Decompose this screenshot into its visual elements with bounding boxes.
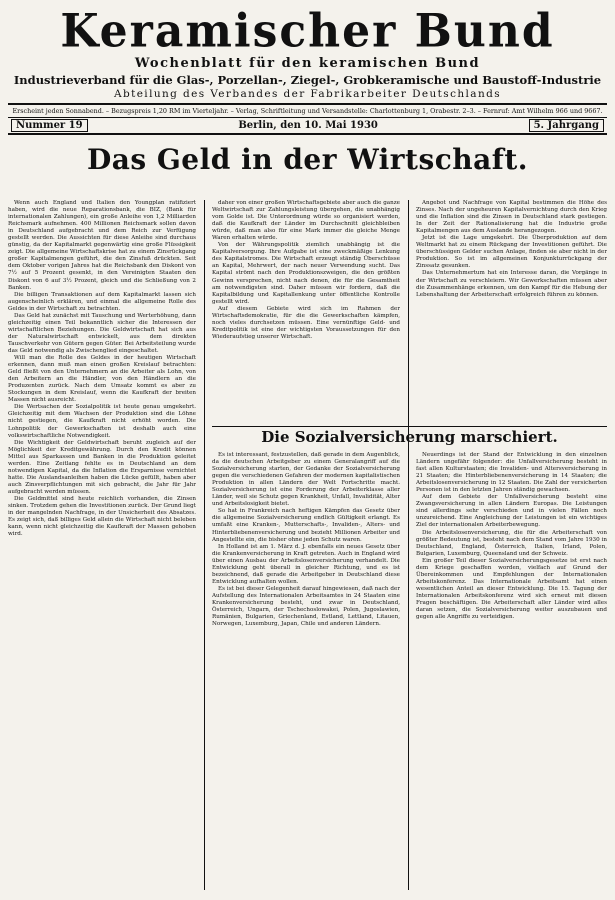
article2-column-1: [212, 452, 400, 890]
paragraph: Auf dem Gebiete der Unfallversicherung besteht eine Zwangsversicherung in allen Ländern Europas. Die Leistungen sind allerdings sehr verschieden und in vielen Fällen noch unzureichend. Eine Angleichung der Leistungen ist ein wichtiges Ziel der internationalen Arbeiterbewegung.: [416, 494, 607, 529]
section-line: Abteilung des Verbandes der Fabrikarbeiter Deutschlands: [113, 88, 502, 100]
publication-info: Erscheint jeden Sonnabend. – Bezugspreis 1,20 RM im Vierteljahr. – Verlag, Schriftleitung und Versandstelle: Charlottenburg 1, Orabestr. 2–3. – Fernruf: Amt Wilhelm 966 und 9667.: [8, 103, 607, 115]
section-divider: [212, 426, 607, 427]
newspaper-subtitle: Wochenblatt für den keramischen Bund: [134, 56, 481, 71]
newspaper-title: Keramischer Bund: [60, 4, 555, 59]
issue-number: Nummer 19: [11, 119, 88, 132]
paragraph: Will man die Rolle des Geldes in der heutigen Wirtschaft erkennen, dann muß man einen großen Kreislauf betrachten: Geld fließt von den Unternehmern an die Arbeiter als Lohn, von den Arbeitern an die Händler, von den Händlern an die Produzenten zurück. Nach dem Umsatz kommt es aber zu Stockungen in dem Kreislauf, wenn die Kaufkraft der breiten Massen nicht ausreicht.: [8, 355, 196, 404]
paragraph: Ein großer Teil dieser Sozialversicherungsgesetze ist erst nach dem Kriege geschaffen worden, vielfach auf Grund der Übereinkommen und Empfehlungen der Internationalen Arbeitskonferenz. Das Internationale Arbeitsamt hat einen wesentlichen Anteil an dieser Entwicklung. Die 15. Tagung der Internationalen Arbeitskonferenz wird sich erneut mit diesen Fragen beschäftigen. Die Arbeiterschaft aller Länder wird alles daran setzen, die Sozialversicherung weiter auszubauen und gegen alle Angriffe zu verteidigen.: [416, 557, 607, 621]
column-divider: [204, 200, 205, 890]
paragraph: Die billigen Transaktionen auf dem Kapitalmarkt lassen sich augenscheinlich erklären, und einmal die allgemeine Rolle des Geldes in der Wirtschaft zu betrachten.: [8, 291, 196, 312]
paragraph: Neuerdings ist der Stand der Entwicklung in den einzelnen Ländern ungefähr folgender: die Unfallversicherung besteht in fast allen Kulturstaaten; die Invaliden- und Altersversicherung in 21 Staaten; die Hinterbliebenenversicherung in 14 Staaten; die Arbeitslosenversicherung in 12 Staaten. Die Zahl der versicherten Personen ist in den letzten Jahren ständig gewachsen.: [416, 452, 607, 494]
paragraph: Es ist bei dieser Gelegenheit darauf hingewiesen, daß nach der Aufstellung des Internationalen Arbeitsamtes in 24 Staaten eine Krankenversicherung besteht, und zwar in Deutschland, Österreich, Ungarn, der Tschechoslowakei, Polen, Jugoslawien, Rumänien, Bulgarien, Griechenland, Estland, Lettland, Litauen, Norwegen, Luxemburg, Japan, Chile und anderen Ländern.: [212, 585, 400, 628]
paragraph: Das Unternehmertum hat ein Interesse daran, die Vorgänge in der Wirtschaft zu verschleiern. Wir Gewerkschaften müssen aber die Zusammenhänge erkennen, um den Kampf für die Hebung der Lebenshaltung der Arbeiterschaft erfolgreich führen zu können.: [416, 270, 607, 298]
article2-column-2: [416, 452, 607, 890]
article-column-1: [8, 200, 196, 890]
column-divider: [408, 200, 409, 890]
second-headline: Die Sozialversicherung marschiert.: [261, 428, 558, 446]
newspaper-page: [8, 6, 607, 894]
paragraph: Die Wichtigkeit der Geldwirtschaft beruht zugleich auf der Möglichkeit der Kreditgewährung. Durch den Kredit können Mittel aus Sparkassen und Banken in die Produktion geleitet werden. Eine Zeitlang fehlte es in Deutschland an dem notwendigen Kapital, da die Inflation die Ersparnisse vernichtet hatte. Die Auslandsanleihen haben die Lücke gefüllt, haben aber auch Zinsverpflichtungen mit sich gebracht, die Jahr für Jahr aufgebracht werden müssen.: [8, 439, 196, 495]
paragraph: In Holland ist am 1. März d. J. ebenfalls ein neues Gesetz über die Krankenversicherung in Kraft getreten. Auch in England wird über einen Ausbau der Arbeitslosenversicherung verhandelt. Die Entwicklung geht überall in gleicher Richtung, und es ist bezeichnend, daß gerade die Arbeitgeber in Deutschland diese Entwicklung aufhalten wollen.: [212, 543, 400, 585]
article-column-3: [416, 200, 607, 425]
paragraph: Auf diesem Gebiete wird sich im Rahmen der Wirtschaftsdemokratie, für die die Gewerkschaften kämpfen, noch vieles durchsetzen müssen. Eine vernünftige Geld- und Kreditpolitik ist eine der wichtigsten Voraussetzungen für den Wiederaufstieg unserer Wirtschaft.: [212, 305, 400, 340]
paragraph: Die Wertsachen der Sozialpolitik ist heute genau umgekehrt. Gleichzeitig mit dem Wachsen der Produktion sind die Löhne nicht gestiegen, die Kaufkraft nicht erhöht worden. Die Lohnpolitik der Gewerkschaften ist deshalb auch eine volkswirtschaftliche Notwendigkeit.: [8, 404, 196, 439]
industry-line: Industrieverband für die Glas-, Porzellan-, Ziegel-, Grobkeramische und Baustoff-Industrie: [13, 73, 602, 87]
issue-bar: [8, 117, 607, 135]
paragraph: Die Geldmittel sind heute reichlich vorhanden, die Zinsen sinken. Trotzdem gehen die Investitionen zurück. Der Grund liegt in der mangelnden Nachfrage, in der Unsicherheit des Absatzes. Es zeigt sich, daß billiges Geld allein die Wirtschaft nicht beleben kann, wenn nicht gleichzeitig die Kaufkraft der Massen gehoben wird.: [8, 495, 196, 538]
paragraph: Von der Währungspolitik ziemlich unabhängig ist die Kapitalversorgung. Ihre Aufgabe ist eine zweckmäßige Lenkung des Kapitalstromes. Die Wirtschaft erzeugt ständig Überschüsse an Kapital, Mehrwert, der nach neuer Verwendung sucht. Das Kapital strömt nach den Produktionszweigen, die den größten Gewinn versprechen, nicht nach denen, die für die Gesamtheit am notwendigsten sind. Daher müssen wir fordern, daß die Kapitalbildung und Kapitallenkung unter öffentliche Kontrolle gestellt wird.: [212, 242, 400, 305]
issue-volume: 5. Jahrgang: [529, 119, 604, 132]
paragraph: Wenn auch England und Italien den Youngplan ratifiziert haben, wird die neue Reparationsbank, die BIZ, (Bank für internationalen Zahlungen), ein große Anleihe von 1,2 Milliarden Reichsmark aufnehmen. 400 Millionen Reichsmark sollen davon in Deutschland aufgebracht und dem Reich zur Verfügung gestellt werden. Die Aussichten für diese Anleihe sind durchaus günstig, da der Kapitalmarkt gegenwärtig eine große Flüssigkeit zeigt. Die allgemeine Wirtschaftskrise hat zu einem Zinsrückgang großer Kapitalmengen geführt, die den Zinsfuß drückten. Seit dem Oktober vorigen Jahres hat die Reichsbank den Diskont von 7½ auf 5 Prozent gesenkt, in den Vereinigten Staaten den Diskont von 6 auf 3½ Prozent, gleich und die Schließung von 2 Banken.: [8, 200, 196, 291]
paragraph: Es ist interessant, festzustellen, daß gerade in dem Augenblick, da die deutschen Arbeitgeber zu einem Generalangriff auf die Sozialversicherung starten, der Gedanke der Sozialversicherung gegen die verschiedenen Gefahren der modernen kapitalistischen Produktion in allen Ländern der Welt Fortschritte macht. Sozialversicherung ist eine Forderung der Arbeiterklasse aller Länder, weil sie Schutz gegen Krankheit, Unfall, Invalidität, Alter und Arbeitslosigkeit bietet.: [212, 452, 400, 508]
masthead: [8, 6, 607, 115]
paragraph: So hat in Frankreich nach heftigen Kämpfen das Gesetz über die allgemeine Sozialversicherung endlich Gültigkeit erlangt. Es umfaßt eine Kranken-, Mutterschafts-, Invaliden-, Alters- und Hinterbliebenenversicherung und bezieht Millionen Arbeiter und Angestellte ein, die bisher ohne jeden Schutz waren.: [212, 508, 400, 543]
paragraph: Jetzt ist die Lage umgekehrt. Die Überproduktion auf dem Weltmarkt hat zu einem Rückgang der Investitionen geführt. Die überschüssigen Gelder suchen Anlage, finden sie aber nicht in der Produktion. So ist im allgemeinen Konjunkturrückgang der Zinssatz gesunken.: [416, 235, 607, 270]
issue-place-date: Berlin, den 10. Mai 1930: [238, 120, 378, 131]
paragraph: Angebot und Nachfrage von Kapital bestimmen die Höhe des Zinses. Nach der ungeheuren Kapitalvernichtung durch den Krieg und die Inflation sind die Zinsen in Deutschland stark gestiegen. In der Zeit der Rationalisierung hat die Industrie große Kapitalmengen aus dem Auslande herangezogen.: [416, 200, 607, 235]
paragraph: daher von einer großen Wirtschaftsgebiete aber auch die ganze Weltwirtschaft zur Zahlungsleistung übergehen, die unabhängig vom Golde ist. Die Unterordnung würde so organisiert werden, daß die Kaufkraft der Länder im Durchschnitt gleichbleiben würde, daß man also für eine Mark immer die gleiche Menge Waren erhalten würde.: [212, 200, 400, 242]
main-headline: Das Geld in der Wirtschaft.: [86, 143, 529, 176]
paragraph: Das Geld hat zunächst mit Tauschung und Werterhöhung, dann gleichzeitig einen Teil bekanntlich sicher die Interessen der wirtschaftlichen Beziehungen. Die Geldwirtschaft hat sich aus der Naturalwirtschaft entwickelt, aus dem direkten Tauschverkehr von Gütern gegen Güter. Bei Arbeitsteilung wurde das Geld notwendig als Zwischenglied eingeschaltet.: [8, 312, 196, 354]
paragraph: Die Arbeitslosenversicherung, die für die Arbeiterschaft von größter Bedeutung ist, besteht nach dem Stand vom Jahre 1930 in Deutschland, England, Österreich, Italien, Irland, Polen, Bulgarien, Luxemburg, Queensland und der Schweiz.: [416, 529, 607, 557]
article-column-2: [212, 200, 400, 425]
